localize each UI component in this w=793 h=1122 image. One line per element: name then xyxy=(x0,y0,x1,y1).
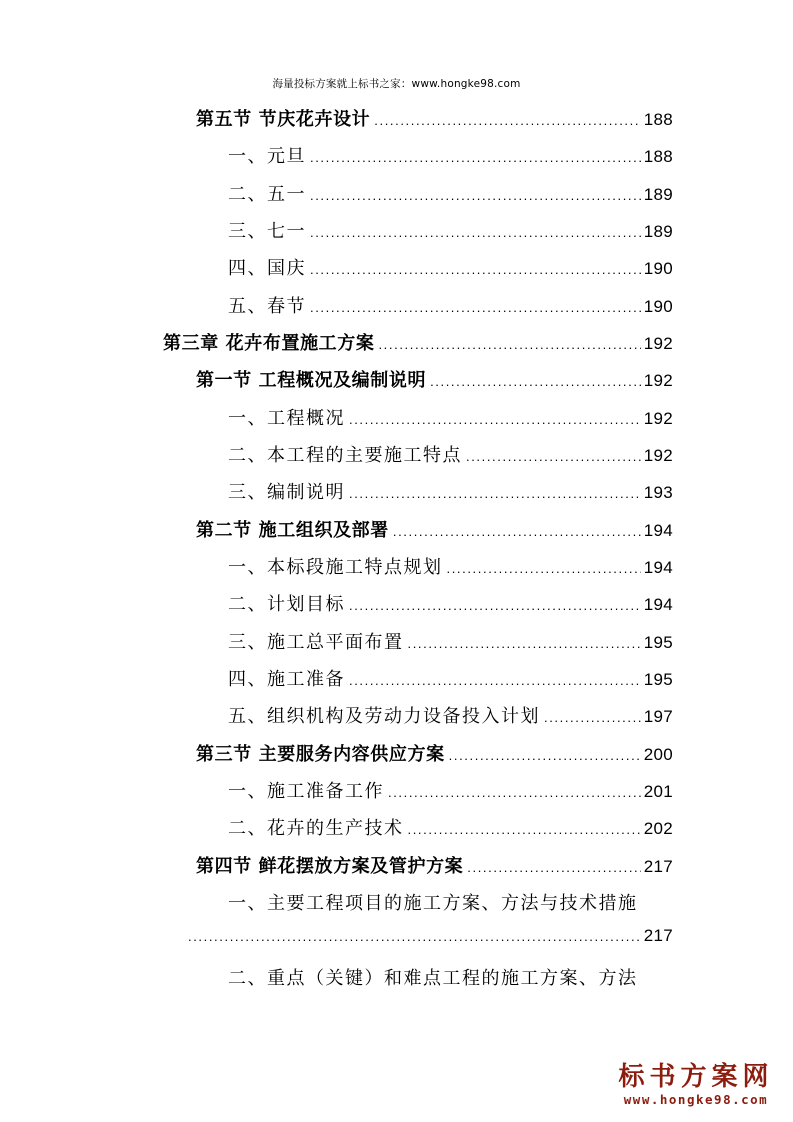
toc-leader-dots xyxy=(310,150,641,165)
toc-page-number: 192 xyxy=(643,371,673,390)
toc-page-number: 200 xyxy=(643,745,673,764)
toc-leader-dots xyxy=(430,374,641,389)
toc-entry[interactable] xyxy=(228,590,673,620)
toc-page-number: 193 xyxy=(643,483,673,502)
toc-page-number: 192 xyxy=(643,409,673,428)
toc-leader-dots xyxy=(408,822,641,837)
watermark-url: www.hongke98.com xyxy=(623,1092,769,1107)
toc-entry[interactable] xyxy=(228,665,673,695)
watermark-logo xyxy=(606,1062,786,1108)
toc-leader-dots xyxy=(467,860,640,875)
watermark-brand: 标书方案网 xyxy=(618,1062,774,1092)
toc-entry[interactable] xyxy=(228,553,673,583)
toc-leader-dots xyxy=(408,636,641,651)
toc-page-number: 188 xyxy=(643,110,673,129)
toc-entry[interactable] xyxy=(228,441,673,471)
toc-leader-dots xyxy=(466,449,641,464)
toc-entry-title: 三、施工总平面布置 xyxy=(228,632,404,653)
toc-entry-chapter-3[interactable] xyxy=(163,329,673,359)
toc-leader-dots xyxy=(349,673,641,688)
toc-leader-dots xyxy=(349,412,641,427)
toc-entry-title: 二、本工程的主要施工特点 xyxy=(228,445,462,466)
toc-page-number: 189 xyxy=(643,185,673,204)
toc-entry[interactable] xyxy=(228,478,673,508)
toc-entry-title: 五、春节 xyxy=(228,296,306,317)
toc-leader-dots xyxy=(544,710,641,725)
toc-page-number: 192 xyxy=(643,446,673,465)
toc-entry-title: 第一节 工程概况及编制说明 xyxy=(196,370,427,391)
toc-entry-title: 五、组织机构及劳动力设备投入计划 xyxy=(228,706,540,727)
toc-leader-dots xyxy=(349,486,641,501)
toc-entry-title: 二、重点（关键）和难点工程的施工方案、方法 xyxy=(228,968,638,989)
toc-entry-title: 第二节 施工组织及部署 xyxy=(196,520,389,541)
toc-entry[interactable] xyxy=(228,777,673,807)
toc-page-number: 195 xyxy=(643,670,673,689)
toc-page-number: 217 xyxy=(643,926,673,945)
toc-leader-dots xyxy=(447,561,641,576)
toc-entry-title: 三、七一 xyxy=(228,221,306,242)
toc-page-number: 192 xyxy=(643,334,673,353)
toc-page-number: 194 xyxy=(643,521,673,540)
toc-leader-dots xyxy=(393,524,641,539)
toc-page-number: 197 xyxy=(643,707,673,726)
toc-entry-title: 三、编制说明 xyxy=(228,482,345,503)
toc-entry[interactable] xyxy=(228,180,673,210)
toc-entry[interactable] xyxy=(228,814,673,844)
toc-entry-title: 第三节 主要服务内容供应方案 xyxy=(196,744,445,765)
toc-entry-title: 第三章 花卉布置施工方案 xyxy=(163,333,375,354)
page-header: 海量投标方案就上标书之家：www.hongke98.com xyxy=(272,78,521,90)
toc-page-number: 202 xyxy=(643,819,673,838)
toc-leader-dots xyxy=(349,598,641,613)
toc-entry-title: 二、计划目标 xyxy=(228,594,345,615)
toc-entry-title: 一、主要工程项目的施工方案、方法与技术措施 xyxy=(228,893,638,914)
toc-entry-title: 第四节 鲜花摆放方案及管护方案 xyxy=(196,856,464,877)
toc-page-number: 188 xyxy=(643,147,673,166)
toc-entry-title: 一、元旦 xyxy=(228,146,306,167)
toc-entry[interactable] xyxy=(228,254,673,284)
toc-leader-dots xyxy=(374,113,640,128)
toc-page-number: 189 xyxy=(643,222,673,241)
toc-leader-dots xyxy=(310,225,641,240)
toc-entry[interactable] xyxy=(228,292,673,322)
toc-leader-dots xyxy=(388,785,641,800)
toc-leader-dots xyxy=(449,748,641,763)
toc-entry-title: 一、本标段施工特点规划 xyxy=(228,557,443,578)
toc-entry-title: 四、国庆 xyxy=(228,258,306,279)
toc-entry-title: 二、五一 xyxy=(228,184,306,205)
toc-entry[interactable] xyxy=(228,628,673,658)
toc-entry-title: 四、施工准备 xyxy=(228,669,345,690)
toc-page-number: 194 xyxy=(643,595,673,614)
toc-entry[interactable] xyxy=(228,702,673,732)
toc-leader-dots xyxy=(378,337,640,352)
toc-entry-title: 二、花卉的生产技术 xyxy=(228,818,404,839)
toc-entry-section-4[interactable] xyxy=(196,852,673,882)
toc-entry-wrapped[interactable] xyxy=(228,964,638,994)
toc-page-number: 190 xyxy=(643,297,673,316)
toc-leader-dots xyxy=(310,188,641,203)
toc-entry-section-2[interactable] xyxy=(196,516,673,546)
toc-entry-wrapped[interactable] xyxy=(228,889,638,919)
toc-entry-section-5[interactable] xyxy=(196,105,673,135)
toc-entry-section-3[interactable] xyxy=(196,740,673,770)
toc-page-number: 195 xyxy=(643,633,673,652)
toc-page-number: 201 xyxy=(643,782,673,801)
toc-entry[interactable] xyxy=(228,217,673,247)
toc-page-number: 190 xyxy=(643,259,673,278)
toc-leader-dots xyxy=(310,300,641,315)
toc-leader-dots xyxy=(188,929,641,944)
toc-entry-title: 一、施工准备工作 xyxy=(228,781,384,802)
toc-leader-dots xyxy=(310,262,641,277)
toc-page-number: 217 xyxy=(643,857,673,876)
toc-page-number: 194 xyxy=(643,558,673,577)
toc-entry-continuation[interactable] xyxy=(188,926,673,956)
toc-entry-title: 第五节 节庆花卉设计 xyxy=(196,109,371,130)
toc-entry-title: 一、工程概况 xyxy=(228,408,345,429)
toc-entry[interactable] xyxy=(228,142,673,172)
toc-entry[interactable] xyxy=(228,404,673,434)
toc-entry-section-1[interactable] xyxy=(196,366,673,396)
